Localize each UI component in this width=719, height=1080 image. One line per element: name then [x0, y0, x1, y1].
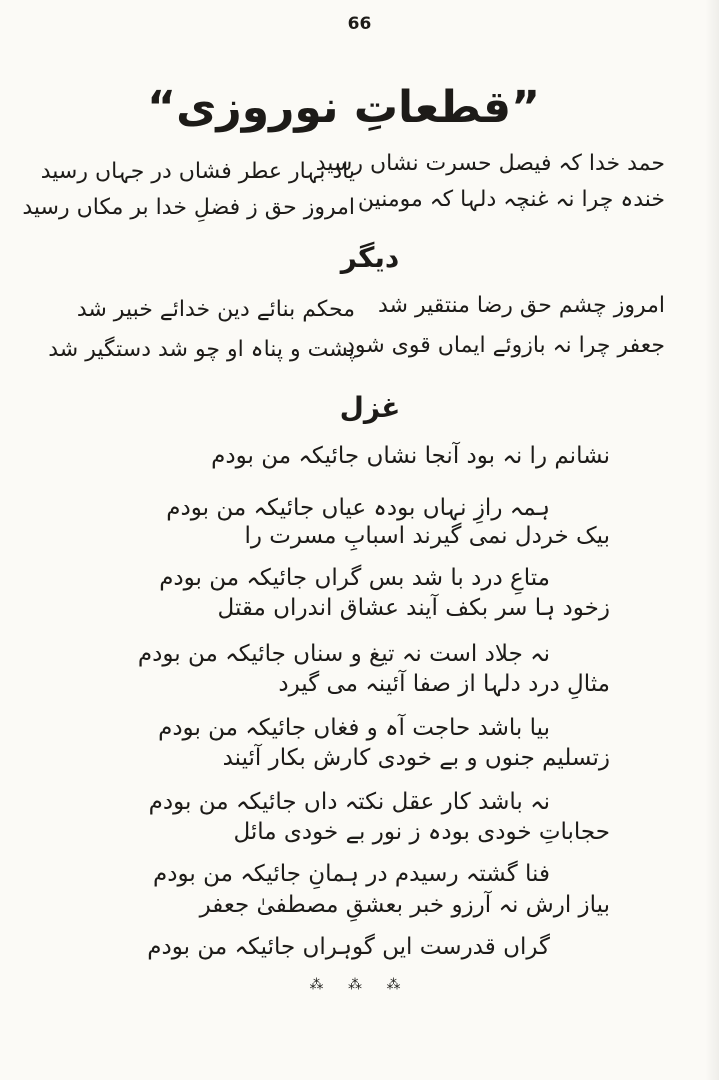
ghazal-line-5: زخود ہا سر بکف آیند عشاق اندراں مقتل	[217, 595, 610, 621]
ghazal-line-4: متاعِ درد با شد بس گراں جائیکہ من بودم	[159, 565, 550, 591]
page-number: 66	[347, 14, 372, 34]
ghazal-line-11: حجاباتِ خودی بودہ ز نور بے خودی مائل	[233, 819, 610, 845]
ornament-stars: ⁂ ⁂ ⁂	[309, 977, 411, 993]
ghazal-line-2: ہمہ رازِ نہاں بودہ عیاں جائیکہ من بودم	[166, 495, 550, 521]
ghazal-line-7: مثالِ درد دلہا از صفا آئینہ می گیرد	[278, 671, 610, 697]
qata1-left-line-2: امروز حق ز فضلِ خدا بر مکاں رسید	[22, 195, 355, 220]
qata1-right-line-1: حمد خدا کہ فیصل حسرت نشاں رسید	[315, 151, 665, 176]
qata1-right-line-2: خندہ چرا نہ غنچہ دلہا کہ مومنین	[357, 187, 665, 212]
ghazal-line-10: نہ باشد کار عقل نکتہ داں جائیکہ من بودم	[148, 789, 550, 815]
ghazal-line-12: فنا گشتہ رسیدم در ہمانِ جائیکہ من بودم	[153, 861, 550, 887]
poem-title: ”قطعاتِ نوروزی“	[147, 82, 540, 133]
ghazal-line-8: بیا باشد حاجت آہ و فغاں جائیکہ من بودم	[158, 715, 550, 741]
ghazal-line-13: بیاز ارش نہ آرزو خبر بعشقِ مصطفیٰ جعفر	[199, 892, 610, 918]
qata2-right-line-2: جعفر چرا نہ بازوئے ایماں قوی شود	[345, 333, 665, 358]
ghazal-line-9: زتسلیم جنوں و بے خودی کارش بکار آئیند	[222, 745, 610, 771]
qata2-left-line-1: محکم بنائے دین خدائے خبیر شد	[76, 297, 355, 322]
ghazal-line-3: بیک خردل نمی گیرند اسبابِ مسرت را	[244, 523, 610, 549]
ghazal-line-1: نشانم را نہ بود آنجا نشاں جائیکہ من بودم	[211, 443, 610, 469]
ghazal-line-14: گراں قدرست ایں گوہراں جائیکہ من بودم	[147, 934, 550, 960]
degar-heading: دیگر	[340, 241, 400, 274]
qata2-left-line-2: پشت و پناہ او چو شد دستگیر شد	[48, 337, 355, 362]
ghazal-line-6: نہ جلاد است نہ تیغ و سناں جائیکہ من بودم	[137, 641, 550, 667]
qata1-left-line-1: یاد بہار عطر فشاں در جہاں رسید	[40, 159, 355, 184]
ghazal-heading: غزل	[339, 391, 401, 424]
qata2-right-line-1: امروز چشم حق رضا منتقیر شد	[377, 293, 665, 318]
